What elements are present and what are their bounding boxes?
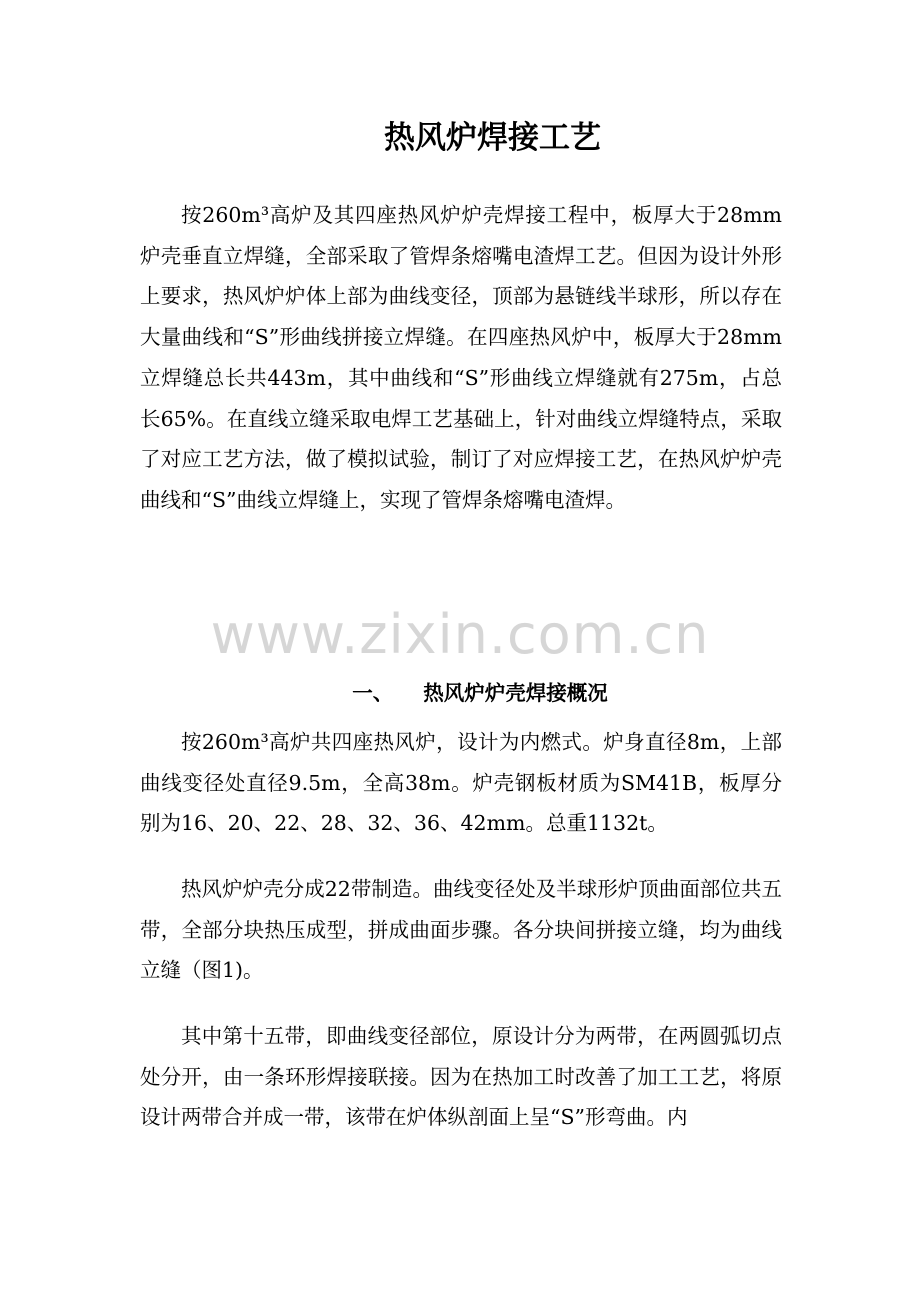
watermark: www.zixin.com.cn: [210, 603, 710, 666]
section-title: 热风炉炉壳焊接概况: [423, 681, 608, 705]
paragraph-band-fifteen: 其中第十五带，即曲线变径部位，原设计分为两带，在两圆弧切点处分开，由一条环形焊接联接。因为在热加工时改善了加工工艺，将原设计两带合并成一带，该带在炉体纵剖面上呈“S”形弯曲。内: [140, 1024, 782, 1130]
section-heading: [0, 675, 920, 711]
document-title: 热风炉焊接工艺: [384, 120, 601, 156]
paragraph-overview: 按260m³高炉共四座热风炉，设计为内燃式。炉身直径8m，上部曲线变径处直径9.5m，全高38m。炉壳钢板材质为SM41B，板厚分别为16、20、22、28、32、36、42mm。总重1132t。: [140, 730, 782, 836]
section-number: 一、: [352, 681, 394, 705]
paragraph-bands: 热风炉炉壳分成22带制造。曲线变径处及半球形炉顶曲面部位共五带，全部分块热压成型，拼成曲面步骤。各分块间拼接立缝，均为曲线立缝（图1)。: [140, 877, 782, 983]
paragraph-intro: 按260m³高炉及其四座热风炉炉壳焊接工程中，板厚大于28mm炉壳垂直立焊缝，全部采取了管焊条熔嘴电渣焊工艺。但因为设计外形上要求，热风炉炉体上部为曲线变径，顶部为悬链线半球形，所以存在大量曲线和“S”形曲线拼接立焊缝。在四座热风炉中，板厚大于28mm立焊缝总长共443m，其中曲线和“S”形曲线立焊缝就有275m，占总长65%。在直线立缝采取电焊工艺基础上，针对曲线立焊缝特点，采取了对应工艺方法，做了模拟试验，制订了对应焊接工艺，在热风炉炉壳曲线和“S”曲线立焊缝上，实现了管焊条熔嘴电渣焊。: [140, 203, 782, 512]
